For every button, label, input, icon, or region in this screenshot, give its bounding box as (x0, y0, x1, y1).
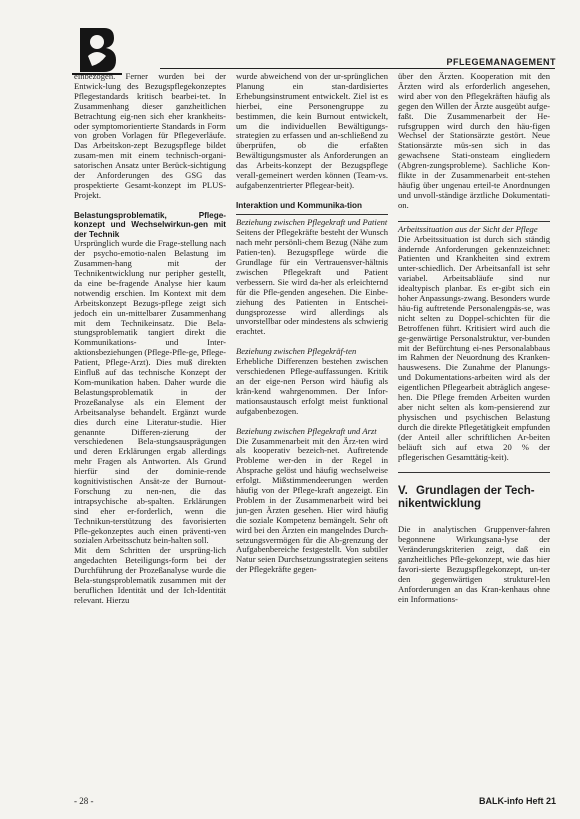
text-column-2 (236, 72, 388, 575)
section-rule (398, 221, 550, 222)
text-column-3 (398, 72, 550, 605)
journal-issue: BALK-info Heft 21 (479, 796, 556, 806)
section-rule (398, 472, 550, 473)
italic-subheading: Beziehung zwischen Pflegekraft und Arzt (236, 425, 377, 436)
paragraph: über den Ärzten. Kooperation mit den Ärzten wird als erforderlich angesehen, wird aber von den Pflegekräften häufig als gegen den Willen der Ärzte ausgeübt aufge-faßt. Die Zusammenarbeit der He-rufsgruppen wird durch den häu-figen Wechsel der Stationsärzte gestört. Neue Stationsärzte müs-sen sich in das gewachsene Stati-onsteam eingliedern (Abgren-zungsprobleme). Sachliche Kon-flikte in der Zusammenarbeit ent-stehen häufig über ungenau erteil-te Anordnungen und unvoll-ständige ärztliche Dokumentati-on. (398, 71, 550, 210)
paragraph: Die Arbeitssituation ist durch sich ständig ändernde Anforderungen gekennzeichnet: Patienten und Krankheiten sind extrem unter-schiedlich. Der Arbeitsanfall ist sehr variabel. Arbeitsabläufe sind nur idealtypisch planbar. Es er-gibt sich ein hoher Anpassungs-zwang. Besonders wurde häu-fig auftretende Personalengpäs-se, was nicht selten zu Doppel-schichten für die Betroffenen führt. Kritisiert wird auch die ge-genwärtige Personalstruktur, ver-bunden mit der Befürchtung ei-nes Personalabbaus im Rahmen der Neuordnung des Kranken-hauswesens. Die Zunahme der Planungs- und Dokumentations-arbeiten wird als der eigentlichen Pflegearbeit abträglich angese-hen. Die Pflege fremden Arbeiten wurden aber nicht selten als kom-pensierend zur physischen und psychischen Belastung durch die direkte Pflegetätigkeit empfunden (der Anteil aller schriftlichen Ar-beiten beläuft sich auf etwa 20 % der pflegerischen Gesamttätig-keit). (398, 233, 550, 462)
italic-subheading: Arbeitssituation aus der Sicht der Pflege (398, 223, 538, 234)
text-column-1 (74, 72, 226, 606)
paragraph: Mit dem Schritten der ursprüng-lich angedachten Beteiligungs-form bei der Durchführung der Prozeßanalyse wurde die Bela-stungsproblematik zusammen mit der beruflichen Identität und der Ich-Identität relevant. Hierzu (74, 545, 226, 605)
paragraph: Erhebliche Differenzen bestehen zwischen verschiedenen Pflege-auffassungen. Kritik an der eige-nen Person wird häufig als krän-kend wahrgenommen. Der Infor-mationsaustausch erfolgt meist funktional aufgabenbezogen. (236, 356, 388, 416)
paragraph: einbezogen. Ferner wurden bei der Entwick-lung des Bezugspflegekonzeptes Pflegestandards kritisch bearbei-tet. In Zusammenhang dieser ganzheitlichen Betrachtung eig-nen sich eher krankheits- oder symptomorientierte Standards in Form von groben Vorlagen für Pflegeverläufe. Das Arbeitskon-zept Bezugspflege bildet zusam-men mit einem technisch-organi-satorischen Ansatz unter Berück-sichtigung der Anforderungen des GSG das prospektierte Gesamt-konzept im PLUS-Projekt. (74, 71, 226, 200)
italic-subheading: Beziehung zwischen Pflegekraft und Patient (236, 217, 388, 228)
balk-logo (70, 22, 124, 78)
subheading: Belastungsproblematik, Pflege-konzept und Wechselwirkun-gen mit der Technik (74, 210, 226, 239)
subheading: Interaktion und Kommunika-tion (236, 200, 362, 210)
header-rule (160, 68, 555, 69)
section-number: V. (398, 485, 408, 498)
section-heading (398, 485, 550, 511)
italic-subheading: Beziehung zwischen Pflegekräf-ten (236, 346, 357, 357)
paragraph: Die Zusammenarbeit mit den Ärz-ten wird als kooperativ bezeich-net. Auftretende Probleme wer-den in der Regel in Absprache gelöst und häufig wechselweise erfolgt. Mißstimmendeerungen werden häufig von der Pflege-kraft angezeigt. Ein Problem in der Zusammenarbeit wird bei jun-gen Ärzten gesehen. Hier wird häufig die soziale Kompetenz bemängelt. Sehr oft wird bei den Ärzten ein mangelndes Durch-setzungsvermögen für die Ab-grenzung der Aufgabenbereiche festgestellt. Von subtiler Natur seien Durchsetzungsstrategien seitens der Pflegekräfte gegen- (236, 435, 388, 575)
paragraph: Die in analytischen Gruppenver-fahren begonnene Wirkungsana-lyse der Veränderungskriterien zeigt, daß ein ganzheitliches Pfle-gekonzept, wie das hier favori-sierte Bezugspflegekonzept, un-ter den gegenwärtigen strukturel-len Anforderungen an das Kran-kenhaus ohne ein Informations- (398, 524, 550, 604)
paragraph: wurde abweichend von der ur-sprünglichen Planung ein stan-dardisiertes Erhebungsinstrument entwickelt. Ziel ist es hierbei, eine Personengruppe zu bestimmen, die kein Burnout entwickelt, um die individuellen Bewältigungs-strategien zu erfassen und an-schließend zu überprüfen, ob die erfaßten Bewältigungsmuster als Anforderungen an das Arbeits-konzept der Bezugspflege verall-gemeinert werden können (Team-vs. aufgabenzentrierter Pflegear-beit). (236, 71, 388, 190)
section-title: Grundlagen der Tech-nikentwicklung (398, 485, 535, 511)
subheading-rule (236, 214, 388, 215)
page-number: - 28 - (74, 796, 94, 806)
paragraph: Ursprünglich wurde die Frage-stellung nach der psycho-emotio-nalen Belastung im Zusammen-hang mit der Technikentwicklung nur peripher gestellt, da eine be-fragende Analyse hier kaum notwendig erschien. Im Kontext mit dem Arbeitskonzept Bezugs-pflege zeigt sich jedoch ein un-mittelbarer Zusammenhang mit dem Technikeinsatz. Die Bela-stungsproblematik tangiert direkt die Kommunikations- und Inter-aktionsbeziehungen (Pflege-Pfle-ge, Pflege-Patient, Pflege-Arzt). Dies muß direkten Einfluß auf das technische Konzept der Kom-munikation haben. Daher wurde die Belastungsproblematik in der Prozeßanalyse als ein Element der Arbeitsanalyse behandelt. Ergänzt wurde dies durch eine Literatur-studie. Hier genannte Differen-zierung der verschiedenen Bela-stungsausprägungen und deren Erklärungen ergab allerdings mehr Fragen als Antworten. Als Grund hierfür sind der dominie-rende kognitivistischen Ansät-ze der Burnout-Forschung zu nen-nen, die das intrapsychische ab-spalten. Erklärungen sind eher er-forderlich, wenn die Technikun-terstützung des favorisierten Pfle-gekonzeptes auch einen präventi-ven sozialen Arbeitsschutz bein-halten soll. (74, 238, 227, 546)
section-header: PFLEGEMANAGEMENT (446, 57, 556, 67)
paragraph: Seitens der Pflegekräfte besteht der Wunsch nach mehr persönli-chem Bezug (Nähe zum Patien-ten). Bezugspflege würde die Grundlage für ein Vertrauensver-hältnis zwischen Pflegekraft und Patient verbessern. Sie wird da-her als erleichternd für die Pfle-genden angesehen. Die Einbe-ziehung des Patienten in Entschei-dungsprozesse wird allerdings als unvorstellbar oder mindestens als schwierig erachtet. (236, 227, 388, 337)
